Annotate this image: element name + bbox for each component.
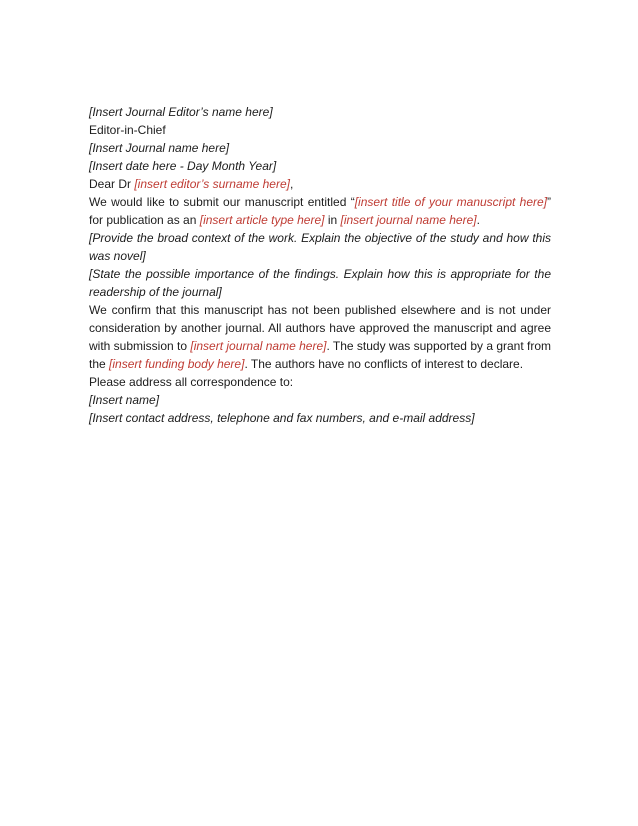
salutation-line bbox=[89, 175, 551, 193]
submission-paragraph bbox=[89, 193, 551, 229]
editor-surname-placeholder: [insert editor’s surname here] bbox=[134, 177, 290, 191]
confirmation-text-1: We confirm that this manuscript has not been published elsewhere and is not under consideration by another journal. All authors have approved the manuscript and agree with submission to bbox=[89, 303, 551, 353]
funding-body-placeholder: [insert funding body here] bbox=[109, 357, 245, 371]
correspondent-name-placeholder: [Insert name] bbox=[89, 393, 160, 407]
submission-journal-placeholder: [insert journal name here] bbox=[340, 213, 477, 227]
manuscript-title-placeholder: [insert title of your manuscript here] bbox=[354, 195, 547, 209]
importance-placeholder-paragraph: [State the possible importance of the findings. Explain how this is appropriate for the readership of the journal] bbox=[89, 267, 551, 299]
submission-text-1: We would like to submit our manuscript entitled “ bbox=[89, 195, 355, 209]
submission-text-4: . bbox=[476, 213, 480, 227]
confirmation-text-2: . The study was supported by a grant from the bbox=[89, 339, 552, 371]
salutation-comma: , bbox=[289, 177, 294, 191]
confirmation-paragraph bbox=[89, 301, 551, 373]
confirmation-text-3: . The authors have no conflicts of interest to declare. bbox=[244, 357, 524, 371]
submission-text-2: ” for publication as an bbox=[89, 195, 551, 227]
editor-name-placeholder: [Insert Journal Editor’s name here] bbox=[89, 105, 273, 119]
context-placeholder-paragraph: [Provide the broad context of the work. Explain the objective of the study and how this was novel] bbox=[89, 231, 551, 263]
journal-name-placeholder: [Insert Journal name here] bbox=[89, 141, 230, 155]
confirmation-journal-placeholder: [insert journal name here] bbox=[190, 339, 327, 353]
correspondence-intro: Please address all correspondence to: bbox=[89, 375, 294, 389]
date-placeholder: [Insert date here - Day Month Year] bbox=[89, 159, 277, 173]
contact-details-placeholder: [Insert contact address, telephone and fax numbers, and e-mail address] bbox=[89, 411, 475, 425]
submission-text-3: in bbox=[324, 213, 341, 227]
editor-title-text: Editor-in-Chief bbox=[89, 123, 166, 137]
salutation-prefix: Dear Dr bbox=[89, 177, 135, 191]
letter-content bbox=[89, 103, 551, 427]
article-type-placeholder: [insert article type here] bbox=[199, 213, 325, 227]
